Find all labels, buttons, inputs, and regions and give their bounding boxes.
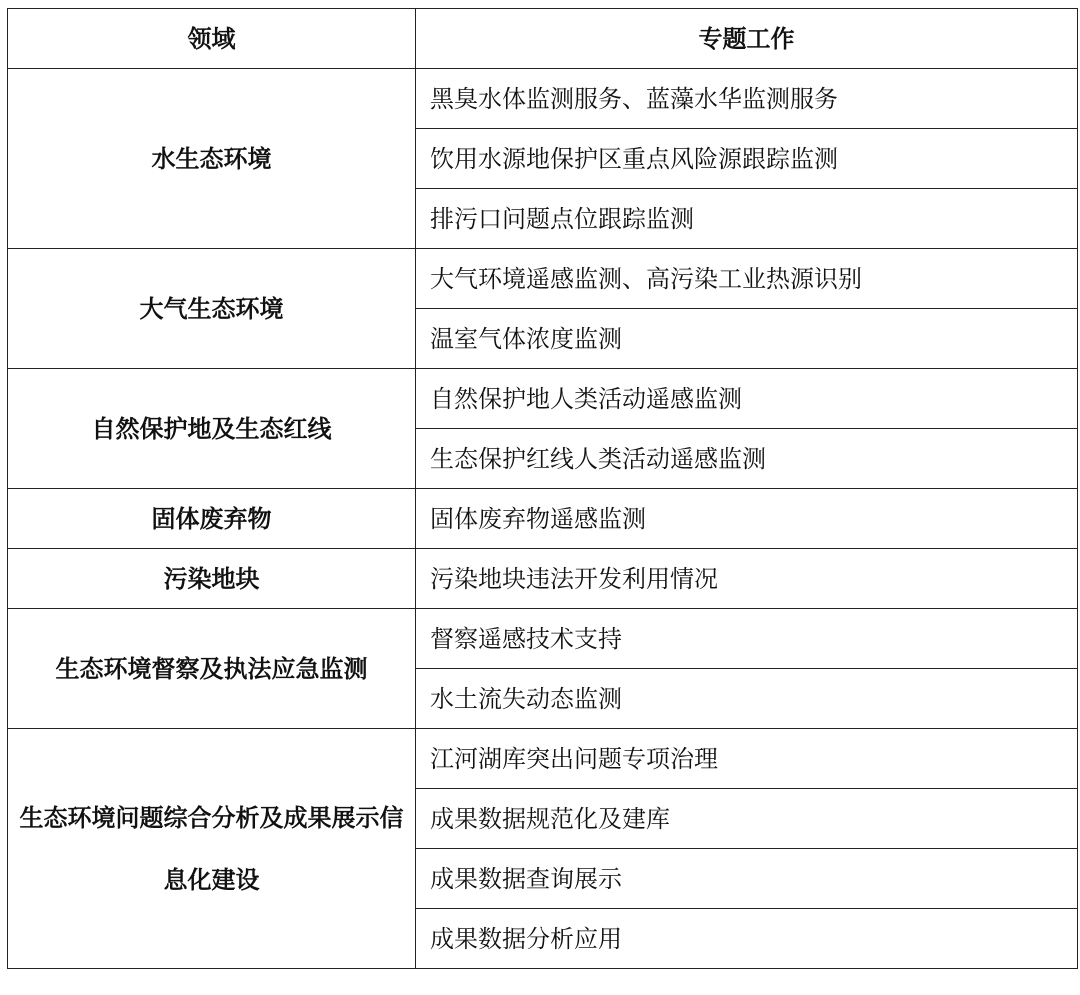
work-cell: 江河湖库突出问题专项治理 — [416, 729, 1078, 789]
work-cell: 污染地块违法开发利用情况 — [416, 549, 1078, 609]
work-cell: 成果数据分析应用 — [416, 909, 1078, 969]
domain-cell: 水生态环境 — [8, 69, 416, 249]
domain-cell: 生态环境问题综合分析及成果展示信息化建设 — [8, 729, 416, 969]
topic-table — [7, 8, 1078, 969]
table-row — [8, 489, 1078, 549]
table-row — [8, 609, 1078, 669]
work-cell: 水土流失动态监测 — [416, 669, 1078, 729]
table-row — [8, 549, 1078, 609]
table-row — [8, 69, 1078, 129]
work-cell: 大气环境遥感监测、高污染工业热源识别 — [416, 249, 1078, 309]
domain-cell: 自然保护地及生态红线 — [8, 369, 416, 489]
work-cell: 排污口问题点位跟踪监测 — [416, 189, 1078, 249]
header-row — [8, 9, 1078, 69]
work-cell: 黑臭水体监测服务、蓝藻水华监测服务 — [416, 69, 1078, 129]
work-cell: 饮用水源地保护区重点风险源跟踪监测 — [416, 129, 1078, 189]
domain-cell: 大气生态环境 — [8, 249, 416, 369]
work-cell: 成果数据规范化及建库 — [416, 789, 1078, 849]
work-cell: 温室气体浓度监测 — [416, 309, 1078, 369]
table-row — [8, 249, 1078, 309]
work-cell: 督察遥感技术支持 — [416, 609, 1078, 669]
work-cell: 固体废弃物遥感监测 — [416, 489, 1078, 549]
domain-cell: 生态环境督察及执法应急监测 — [8, 609, 416, 729]
table-row — [8, 729, 1078, 789]
table-row — [8, 369, 1078, 429]
header-work: 专题工作 — [416, 9, 1078, 69]
domain-cell: 固体废弃物 — [8, 489, 416, 549]
header-domain: 领域 — [8, 9, 416, 69]
work-cell: 生态保护红线人类活动遥感监测 — [416, 429, 1078, 489]
work-cell: 成果数据查询展示 — [416, 849, 1078, 909]
domain-cell: 污染地块 — [8, 549, 416, 609]
work-cell: 自然保护地人类活动遥感监测 — [416, 369, 1078, 429]
